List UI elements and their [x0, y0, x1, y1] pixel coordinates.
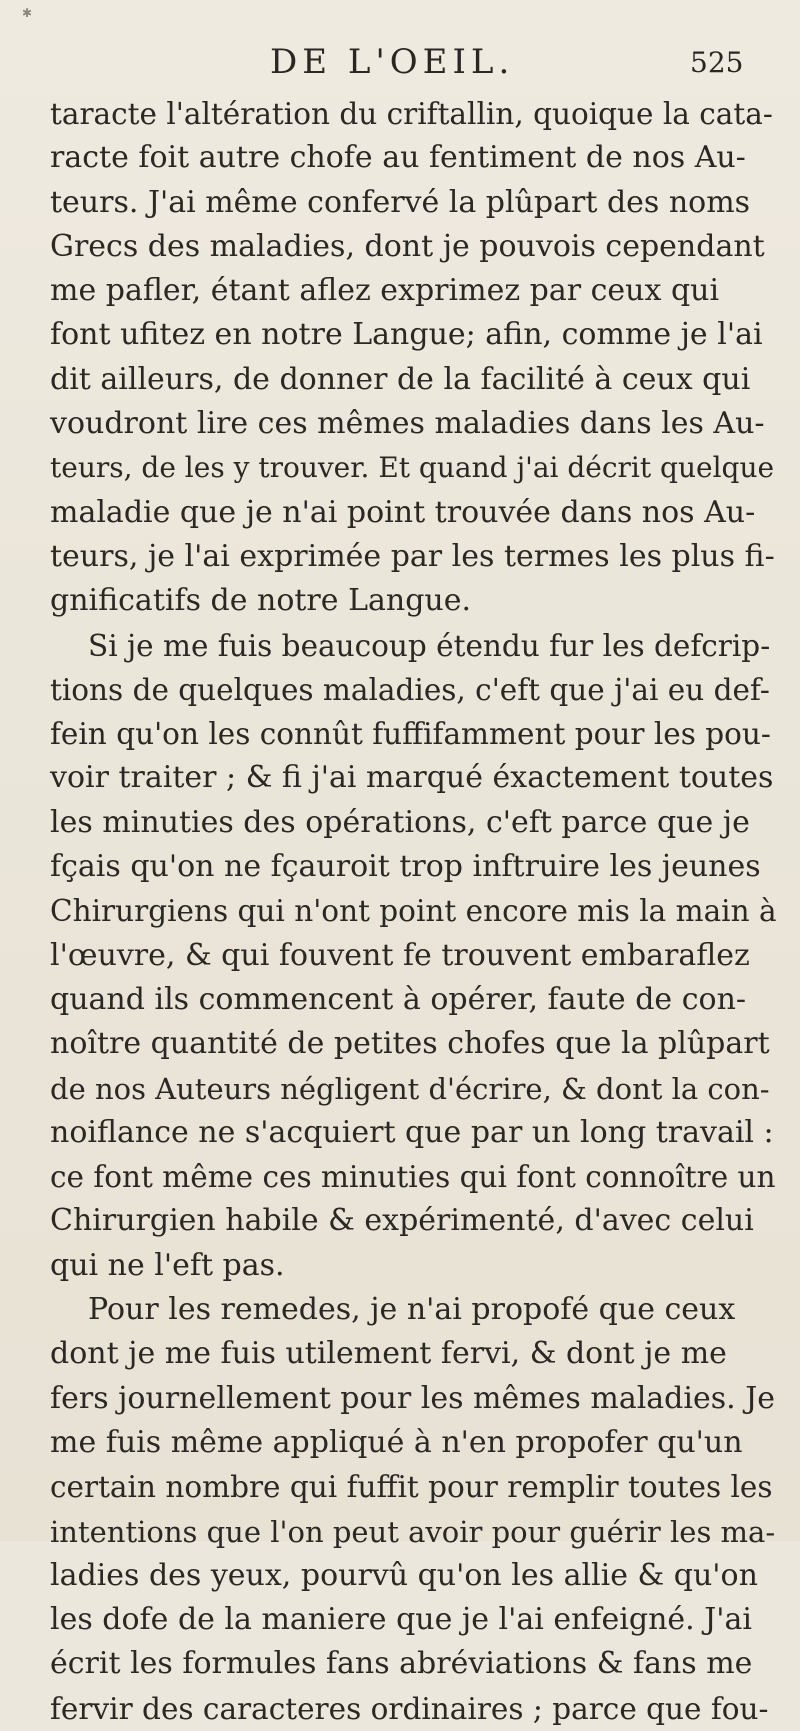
text-line: Chirurgiens qui n'ont point encore mis la main à — [50, 894, 777, 929]
text-line: dit ailleurs, de donner de la facilité à ceux qui — [50, 361, 751, 397]
text-line: fein qu'on les connût fuffifamment pour les pou- — [50, 717, 771, 752]
text-line: fervir des caracteres ordinaires ; parce que fou- — [50, 1691, 769, 1726]
text-line: dont je me fuis utilement fervi, & dont je me — [50, 1336, 727, 1372]
text-line: certain nombre qui fuffit pour remplir toutes les — [50, 1470, 773, 1505]
text-line: écrit les formules fans abréviations & fans me — [50, 1646, 753, 1682]
text-line: de nos Auteurs négligent d'écrire, & dont la con- — [50, 1071, 770, 1106]
text-line: voudront lire ces mêmes maladies dans les Au- — [50, 406, 765, 442]
text-line: les minuties des opérations, c'eft parce que je — [50, 804, 750, 840]
text-line: racte foit autre chofe au fentiment de nos Au- — [50, 140, 746, 176]
text-line: gnificatifs de notre Langue. — [50, 583, 472, 619]
text-line: teurs, je l'ai exprimée par les termes les plus fi- — [50, 538, 775, 574]
text-line: qui ne l'eft pas. — [50, 1247, 285, 1283]
text-line: maladie que je n'ai point trouvée dans nos Au- — [50, 494, 756, 530]
page-header — [0, 42, 800, 86]
text-line: taracte l'altération du criftallin, quoique la cata- — [50, 97, 773, 131]
text-line: Chirurgien habile & expérimenté, d'avec celui — [50, 1203, 754, 1239]
paragraph-start-line: Pour les remedes, je n'ai propofé que ceux — [88, 1292, 736, 1328]
text-line: teurs, de les y trouver. Et quand j'ai décrit quelque — [50, 451, 775, 485]
body-text — [50, 92, 780, 1731]
text-line: me pafler, étant aflez exprimez par ceux qui — [50, 273, 720, 309]
text-line: fçais qu'on ne fçauroit trop inftruire les jeunes — [50, 849, 761, 885]
paragraph-start-line: Si je me fuis beaucoup étendu fur les defcrip- — [88, 628, 771, 663]
page-number: 525 — [690, 46, 744, 79]
text-line: ce font même ces minuties qui font connoître un — [50, 1160, 776, 1195]
text-line: quand ils commencent à opérer, faute de con- — [50, 981, 747, 1017]
text-line: l'œuvre, & qui fouvent fe trouvent embaraflez — [50, 937, 750, 973]
text-line: voir traiter ; & fi j'ai marqué éxactement toutes — [50, 760, 774, 796]
text-line: les dofe de la maniere que je l'ai enfeigné. J'ai — [50, 1602, 752, 1638]
running-title: DE L'OEIL. — [270, 42, 515, 82]
ink-fleck: ✱ — [22, 6, 33, 20]
text-line: ladies des yeux, pourvû qu'on les allie & qu'on — [50, 1557, 758, 1593]
text-line: Grecs des maladies, dont je pouvois cependant — [50, 228, 765, 264]
text-line: intentions que l'on peut avoir pour guérir les ma- — [50, 1514, 776, 1549]
text-line: font ufitez en notre Langue; afin, comme je l'ai — [50, 317, 763, 353]
text-line: fers journellement pour les mêmes maladies. Je — [50, 1380, 775, 1416]
text-line: tions de quelques maladies, c'eft que j'ai eu def- — [50, 672, 770, 707]
text-line: me fuis même appliqué à n'en propofer qu'un — [50, 1424, 743, 1460]
text-line: teurs. J'ai même confervé la plûpart des noms — [50, 184, 751, 220]
text-line: noître quantité de petites chofes que la plûpart — [50, 1026, 770, 1062]
text-line: noiflance ne s'acquiert que par un long travail : — [50, 1114, 774, 1150]
